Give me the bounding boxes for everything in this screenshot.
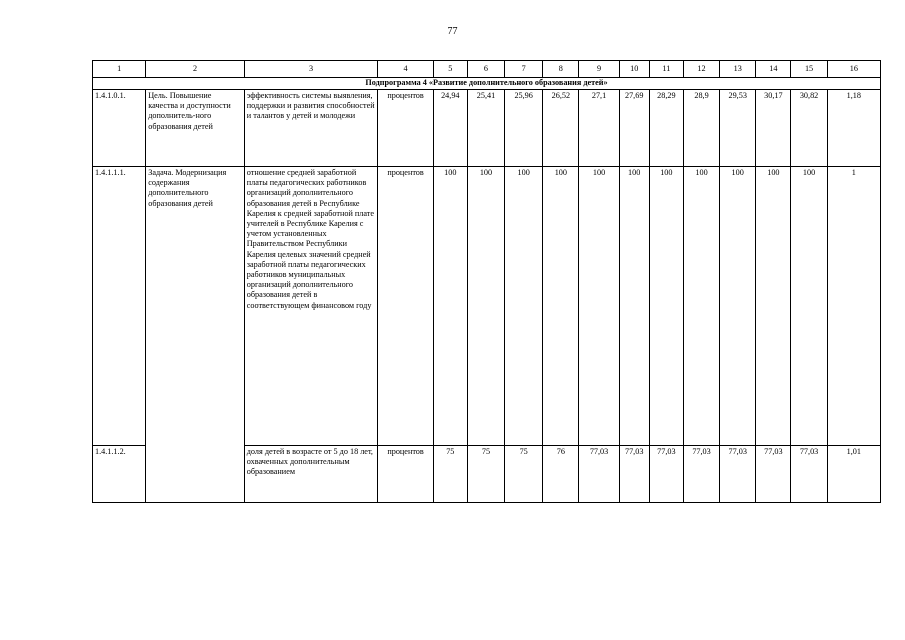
row-unit: процентов	[378, 90, 433, 167]
row-indicator: отношение средней заработной платы педагогических работников организаций дополнительного образования детей в Республике Карелия к средней заработной плате учителей в Республике Карелия с учетом установленных Правительством Республики Карелия целевых значений средней заработной платы педагогических работников муниципальных организаций дополнительного образования детей в соответствующем финансовом году	[244, 167, 378, 446]
indicators-table	[92, 60, 881, 503]
subprogram-title: Подпрограмма 4 «Развитие дополнительного образования детей»	[93, 78, 881, 90]
header-cell: 10	[619, 61, 649, 78]
header-cell: 3	[244, 61, 378, 78]
row-value: 25,96	[505, 90, 543, 167]
row-value: 75	[433, 446, 467, 503]
row-value: 75	[467, 446, 504, 503]
header-cell: 14	[756, 61, 791, 78]
row-indicator: доля детей в возрасте от 5 до 18 лет, охваченных дополнительным образованием	[244, 446, 378, 503]
row-value: 30,17	[756, 90, 791, 167]
row-value: 26,52	[543, 90, 579, 167]
row-value: 77,03	[791, 446, 827, 503]
row-value: 77,03	[683, 446, 719, 503]
row-value: 29,53	[720, 90, 756, 167]
header-cell: 7	[505, 61, 543, 78]
row-value: 75	[505, 446, 543, 503]
row-code: 1.4.1.1.2.	[93, 446, 146, 503]
header-cell: 9	[579, 61, 619, 78]
row-value: 100	[756, 167, 791, 446]
header-cell: 4	[378, 61, 433, 78]
header-cell: 1	[93, 61, 146, 78]
row-value: 100	[505, 167, 543, 446]
header-cell: 13	[720, 61, 756, 78]
row-value: 77,03	[756, 446, 791, 503]
row-value: 76	[543, 446, 579, 503]
row-value: 1,01	[827, 446, 880, 503]
row-value: 28,29	[649, 90, 683, 167]
row-value: 77,03	[619, 446, 649, 503]
table-row	[93, 167, 881, 446]
header-cell: 6	[467, 61, 504, 78]
header-row	[93, 61, 881, 78]
row-code: 1.4.1.0.1.	[93, 90, 146, 167]
table-row	[93, 446, 881, 503]
row-value: 28,9	[683, 90, 719, 167]
row-value: 30,82	[791, 90, 827, 167]
row-indicator: эффективность системы выявления, поддержки и развития способностей и талантов у детей и молодежи	[244, 90, 378, 167]
header-cell: 12	[683, 61, 719, 78]
row-value: 100	[720, 167, 756, 446]
row-unit: процентов	[378, 446, 433, 503]
row-value: 1	[827, 167, 880, 446]
header-cell: 5	[433, 61, 467, 78]
header-cell: 15	[791, 61, 827, 78]
row-value: 100	[543, 167, 579, 446]
header-cell: 11	[649, 61, 683, 78]
row-goal	[146, 446, 245, 503]
row-value: 77,03	[720, 446, 756, 503]
row-value: 100	[619, 167, 649, 446]
header-cell: 2	[146, 61, 245, 78]
row-unit: процентов	[378, 167, 433, 446]
row-value: 77,03	[579, 446, 619, 503]
row-value: 100	[683, 167, 719, 446]
row-value: 100	[579, 167, 619, 446]
row-value: 100	[467, 167, 504, 446]
row-code: 1.4.1.1.1.	[93, 167, 146, 446]
row-value: 77,03	[649, 446, 683, 503]
table-row	[93, 90, 881, 167]
header-cell: 8	[543, 61, 579, 78]
subprogram-row	[93, 78, 881, 90]
row-value: 100	[433, 167, 467, 446]
row-value: 1,18	[827, 90, 880, 167]
row-goal: Цель. Повышение качества и доступности дополнитель-ного образования детей	[146, 90, 245, 167]
row-value: 24,94	[433, 90, 467, 167]
row-goal: Задача. Модернизация содержания дополнительного образования детей	[146, 167, 245, 446]
header-cell: 16	[827, 61, 880, 78]
row-value: 100	[791, 167, 827, 446]
row-value: 27,69	[619, 90, 649, 167]
row-value: 27,1	[579, 90, 619, 167]
row-value: 100	[649, 167, 683, 446]
page-number: 77	[447, 26, 458, 37]
row-value: 25,41	[467, 90, 504, 167]
